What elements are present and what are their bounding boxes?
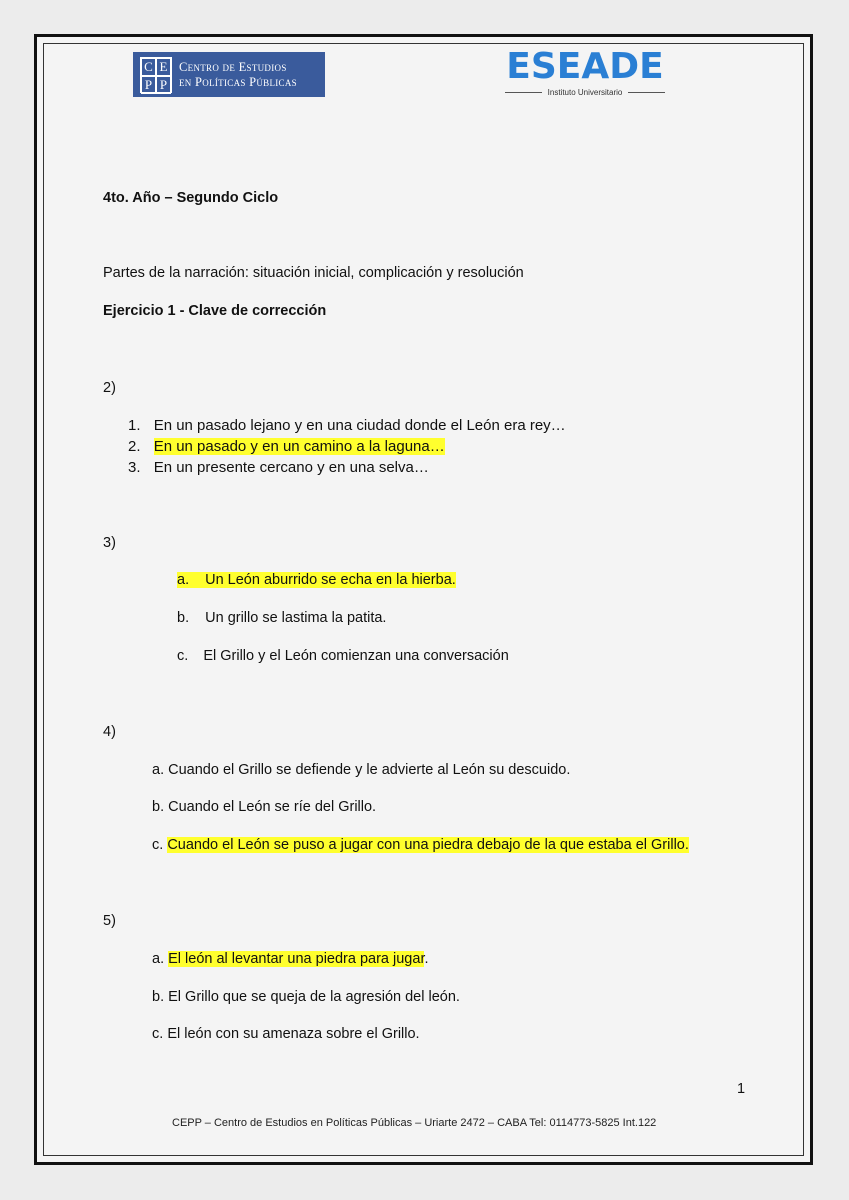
- cepp-letter: P: [141, 76, 156, 94]
- list-item: [177, 572, 456, 588]
- question-label: 3): [103, 535, 116, 551]
- divider: [505, 92, 542, 93]
- list-item: [152, 762, 570, 778]
- question-label: 2): [103, 380, 116, 396]
- cepp-logo-text: [179, 60, 297, 90]
- eseade-logo-name: ESEADE: [506, 46, 664, 87]
- list-letter: b.: [177, 610, 190, 626]
- list-letter: a.: [177, 572, 190, 588]
- list-letter: a.: [152, 951, 165, 967]
- list-item-suffix: .: [424, 951, 429, 967]
- question-label: 4): [103, 724, 116, 740]
- cepp-logo-line2: en Políticas Públicas: [179, 74, 297, 89]
- list-number: 1.: [128, 417, 141, 434]
- list-letter: b.: [152, 799, 165, 815]
- list-item-text: El Grillo y el León comienzan una conversación: [203, 648, 509, 664]
- cepp-logo: [133, 52, 325, 97]
- list-item-text: El Grillo que se queja de la agresión del león.: [168, 989, 460, 1005]
- list-item-text: El león con su amenaza sobre el Grillo.: [167, 1026, 420, 1042]
- list-item: [128, 417, 566, 434]
- list-item-highlighted: [177, 572, 456, 588]
- list-item: [152, 837, 689, 853]
- cepp-letter: C: [141, 58, 156, 76]
- list-item: [152, 1026, 420, 1042]
- cepp-logo-mark: [140, 57, 172, 93]
- list-letter: c.: [152, 1026, 164, 1042]
- list-letter: c.: [152, 837, 164, 853]
- list-item: [152, 799, 376, 815]
- list-letter: c.: [177, 648, 189, 664]
- list-letter: a.: [152, 762, 165, 778]
- list-item-text: Cuando el Grillo se defiende y le advierte al León su descuido.: [168, 762, 571, 778]
- list-item-text-highlighted: Cuando el León se puso a jugar con una piedra debajo de la que estaba el Grillo.: [167, 837, 689, 853]
- cepp-letter: P: [156, 76, 171, 94]
- cepp-letter: E: [156, 58, 171, 76]
- list-item-text: Cuando el León se ríe del Grillo.: [168, 799, 377, 815]
- list-number: 3.: [128, 459, 141, 476]
- divider: [628, 92, 665, 93]
- exercise-title: Ejercicio 1 - Clave de corrección: [103, 303, 327, 319]
- question-label: 5): [103, 913, 116, 929]
- eseade-logo-subtitle: Instituto Universitario: [547, 87, 623, 97]
- list-letter: b.: [152, 989, 165, 1005]
- list-item-text-highlighted: El león al levantar una piedra para jugar: [168, 951, 425, 967]
- cepp-logo-line1: Centro de Estudios: [179, 59, 287, 74]
- list-item-text: En un presente cercano y en una selva…: [153, 459, 429, 476]
- list-item-text: Un grillo se lastima la patita.: [205, 610, 387, 626]
- list-item: [177, 648, 509, 664]
- grade-heading: 4to. Año – Segundo Ciclo: [103, 190, 279, 206]
- list-item: [152, 951, 429, 967]
- list-item-text: En un pasado lejano y en una ciudad donde el León era rey…: [153, 417, 566, 434]
- list-item: [128, 438, 445, 455]
- topic-line: Partes de la narración: situación inicial, complicación y resolución: [103, 265, 524, 281]
- page-number: 1: [737, 1081, 746, 1097]
- list-item: [177, 610, 386, 626]
- list-item: [152, 989, 460, 1005]
- footer: CEPP – Centro de Estudios en Políticas Públicas – Uriarte 2472 – CABA Tel: 0114773-5825 Int.122: [172, 1117, 657, 1129]
- list-item: [128, 459, 429, 476]
- eseade-logo-subtitle-row: [505, 86, 665, 98]
- list-item-text: Un León aburrido se echa en la hierba.: [205, 572, 456, 588]
- list-number: 2.: [128, 438, 141, 455]
- list-item-text-highlighted: En un pasado y en un camino a la laguna…: [153, 438, 445, 455]
- eseade-logo: [505, 48, 665, 100]
